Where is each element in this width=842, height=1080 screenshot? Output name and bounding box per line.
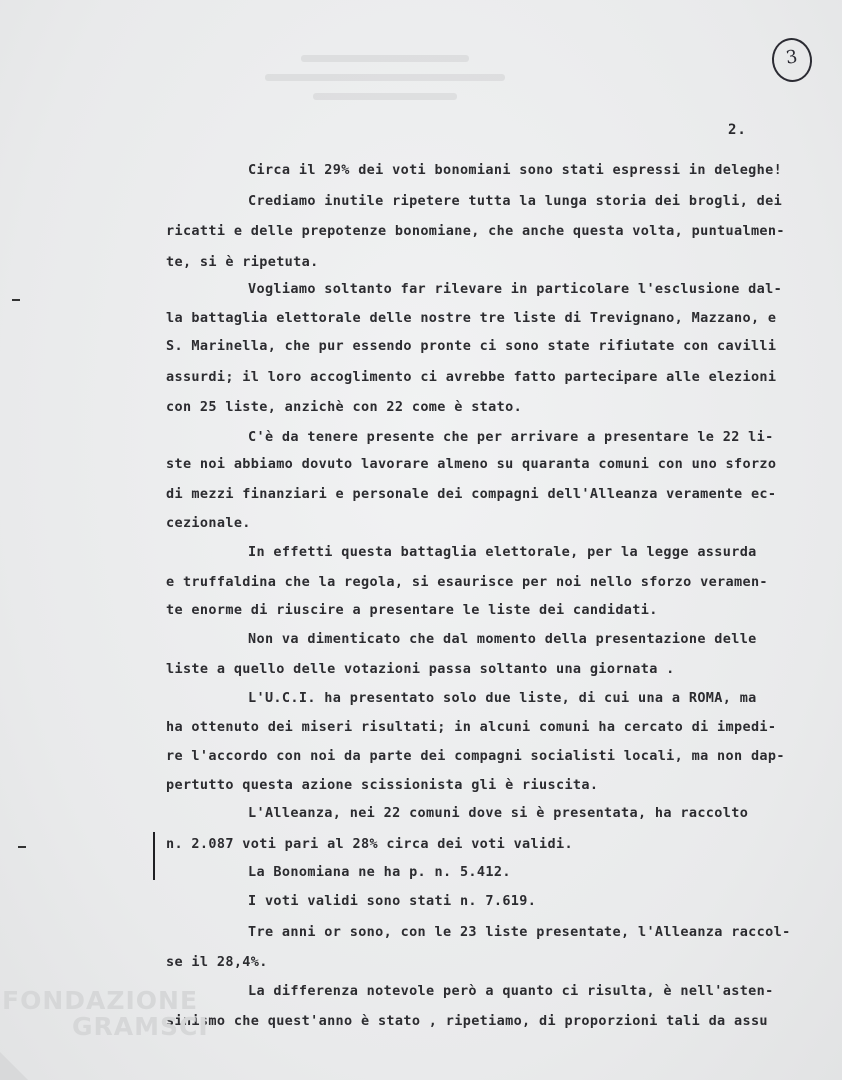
- text-line: cezionale.: [166, 515, 251, 531]
- text-line: di mezzi finanziari e personale dei compagni dell'Alleanza veramente ec-: [166, 486, 777, 502]
- text-line: Non va dimenticato che dal momento della presentazione delle: [248, 631, 757, 647]
- text-line: L'U.C.I. ha presentato solo due liste, di cui una a ROMA, ma: [248, 690, 757, 706]
- text-line: liste a quello delle votazioni passa soltanto una giornata .: [166, 661, 675, 677]
- watermark: [2, 988, 209, 1040]
- text-line: la battaglia elettorale delle nostre tre liste di Trevignano, Mazzano, e: [166, 310, 777, 326]
- margin-mark: [18, 846, 26, 848]
- text-line: Vogliamo soltanto far rilevare in particolare l'esclusione dal-: [248, 281, 783, 297]
- text-line: C'è da tenere presente che per arrivare a presentare le 22 li-: [248, 429, 774, 445]
- text-line: La Bonomiana ne ha p. n. 5.412.: [248, 864, 511, 880]
- text-line: ha ottenuto dei miseri risultati; in alcuni comuni ha cercato di impedi-: [166, 719, 777, 735]
- text-line: Circa il 29% dei voti bonomiani sono stati espressi in deleghe!: [248, 162, 783, 178]
- text-line: te enorme di riuscire a presentare le liste dei candidati.: [166, 602, 658, 618]
- text-line: ricatti e delle prepotenze bonomiane, che anche questa volta, puntualmen-: [166, 223, 785, 239]
- watermark-line: FONDAZIONE: [2, 986, 199, 1015]
- text-line: te, si è ripetuta.: [166, 254, 319, 270]
- text-line: con 25 liste, anzichè con 22 come è stato.: [166, 399, 523, 415]
- text-line: Crediamo inutile ripetere tutta la lunga storia dei brogli, dei: [248, 193, 783, 209]
- stamp-label: 3: [784, 46, 799, 69]
- text-line: assurdi; il loro accoglimento ci avrebbe fatto partecipare alle elezioni: [166, 369, 777, 385]
- text-line: pertutto questa azione scissionista gli è riuscita.: [166, 777, 599, 793]
- text-line: re l'accordo con noi da parte dei compagni socialisti locali, ma non dap-: [166, 748, 785, 764]
- margin-bar: [153, 832, 155, 880]
- text-line: se il 28,4%.: [166, 954, 268, 970]
- text-line: n. 2.087 voti pari al 28% circa dei voti validi.: [166, 836, 573, 852]
- text-line: L'Alleanza, nei 22 comuni dove si è presentata, ha raccolto: [248, 805, 749, 821]
- text-line: e truffaldina che la regola, si esaurisce per noi nello sforzo veramen-: [166, 574, 768, 590]
- text-line: Tre anni or sono, con le 23 liste presentate, l'Alleanza raccol-: [248, 924, 791, 940]
- watermark-line: GRAMSCI: [72, 1012, 209, 1041]
- text-line: I voti validi sono stati n. 7.619.: [248, 893, 537, 909]
- page-corner: [0, 1052, 28, 1080]
- text-line: sinismo che quest'anno è stato , ripetiamo, di proporzioni tali da assu: [166, 1013, 768, 1029]
- text-line: La differenza notevole però a quanto ci risulta, è nell'asten-: [248, 983, 774, 999]
- page-number: 2.: [728, 122, 747, 138]
- circled-page-stamp: [769, 35, 815, 84]
- faded-bleed-through: [265, 55, 505, 115]
- text-line: ste noi abbiamo dovuto lavorare almeno su quaranta comuni con uno sforzo: [166, 456, 777, 472]
- margin-mark: [12, 299, 20, 301]
- text-line: In effetti questa battaglia elettorale, per la legge assurda: [248, 544, 757, 560]
- text-line: S. Marinella, che pur essendo pronte ci sono state rifiutate con cavilli: [166, 338, 777, 354]
